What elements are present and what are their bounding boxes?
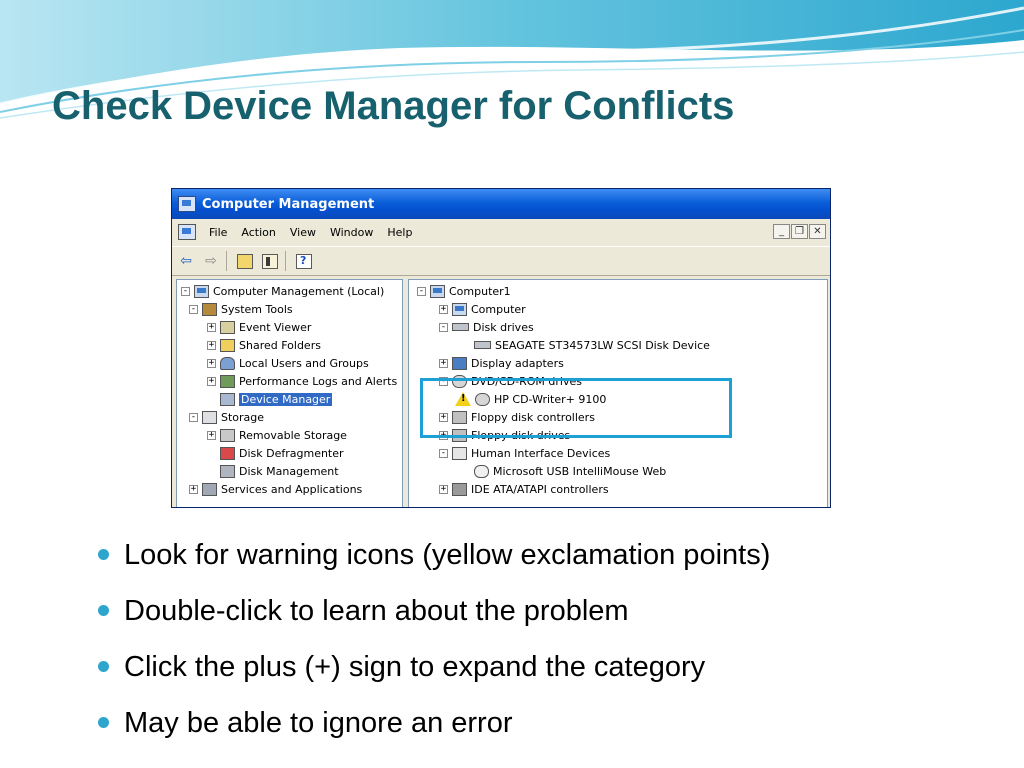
console-tree-pane [176, 279, 403, 508]
expand-icon[interactable]: + [190, 483, 197, 494]
users-icon [220, 357, 235, 370]
disk-drive-icon [452, 323, 469, 331]
disk-drive-icon [474, 341, 491, 349]
device-item-seagate-disk[interactable] [461, 337, 710, 353]
tree-item-system-tools[interactable] [189, 301, 293, 317]
child-window-controls [773, 224, 826, 239]
computer-icon [194, 285, 209, 298]
menu-help[interactable]: Help [387, 225, 413, 239]
device-manager-icon [220, 393, 235, 406]
restore-icon[interactable]: ❐ [791, 224, 808, 239]
tree-item-removable-storage[interactable] [207, 427, 347, 443]
tree-item-label: Computer Management (Local) [213, 284, 385, 298]
toolbar [172, 246, 830, 276]
tree-item-label: Performance Logs and Alerts [239, 374, 398, 388]
expand-icon[interactable]: + [208, 375, 215, 386]
menu-action[interactable]: Action [241, 225, 276, 239]
show-hide-tree-button[interactable] [259, 251, 281, 271]
device-item-label: Floppy disk controllers [471, 410, 595, 424]
device-item-label: Floppy disk drives [471, 428, 571, 442]
device-item-label: Microsoft USB IntelliMouse Web [493, 464, 667, 478]
system-menu-icon[interactable] [178, 224, 196, 240]
shared-folder-icon [220, 339, 235, 352]
menu-file[interactable]: File [209, 225, 228, 239]
device-item-usb-intellimouse[interactable] [461, 463, 666, 479]
expand-icon[interactable]: + [440, 357, 447, 368]
tree-item-label: Storage [221, 410, 265, 424]
tree-item-label: Disk Management [239, 464, 339, 478]
display-adapter-icon [452, 357, 467, 370]
expand-icon[interactable]: + [440, 411, 447, 422]
expand-icon[interactable]: + [208, 321, 215, 332]
device-item-human-interface[interactable] [439, 445, 610, 461]
device-item-computer1[interactable] [417, 283, 511, 299]
up-folder-button[interactable] [234, 251, 256, 271]
device-item-disk-drives[interactable] [439, 319, 534, 335]
device-item-label: HP CD-Writer+ 9100 [494, 392, 607, 406]
tree-item-local-users[interactable] [207, 355, 369, 371]
show-hide-tree-icon [262, 254, 278, 269]
tree-item-label: Event Viewer [239, 320, 312, 334]
mouse-icon [474, 465, 489, 478]
help-button[interactable] [293, 251, 315, 271]
device-item-label: Human Interface Devices [471, 446, 611, 460]
tree-item-label: Shared Folders [239, 338, 321, 352]
tree-item-label: Disk Defragmenter [239, 446, 344, 460]
device-item-display-adapters[interactable] [439, 355, 564, 371]
tree-item-disk-defragmenter[interactable] [207, 445, 344, 461]
back-arrow-icon[interactable]: ⇦ [180, 253, 192, 269]
expand-icon[interactable]: + [440, 303, 447, 314]
up-folder-icon [237, 254, 253, 269]
hid-icon [452, 447, 467, 460]
computer-icon [430, 285, 445, 298]
slide-title: Check Device Manager for Conflicts [52, 84, 735, 128]
warning-highlight-box [420, 375, 732, 438]
tree-item-storage[interactable] [189, 409, 264, 425]
tree-item-device-manager[interactable] [207, 391, 332, 407]
minimize-icon[interactable]: _ [773, 224, 790, 239]
collapse-icon[interactable]: - [190, 303, 197, 314]
tree-item-computer-management[interactable] [181, 283, 384, 299]
collapse-icon[interactable]: - [190, 411, 197, 422]
device-item-label: Display adapters [471, 356, 564, 370]
toolbar-separator [285, 251, 286, 271]
expand-icon[interactable]: + [208, 339, 215, 350]
expand-icon[interactable]: + [208, 357, 215, 368]
ide-controller-icon [452, 483, 467, 496]
window-titlebar[interactable] [172, 189, 830, 219]
collapse-icon[interactable]: - [440, 447, 447, 458]
window-title: Computer Management [202, 196, 375, 212]
tree-item-disk-management[interactable] [207, 463, 339, 479]
expand-icon[interactable]: + [440, 483, 447, 494]
computer-icon [452, 303, 467, 316]
computer-management-window [171, 188, 831, 508]
bullet-item: Click the plus (+) sign to expand the category [98, 646, 770, 702]
tree-item-shared-folders[interactable] [207, 337, 321, 353]
help-icon [296, 254, 312, 269]
removable-storage-icon [220, 429, 235, 442]
tools-icon [202, 303, 217, 316]
collapse-icon[interactable]: - [440, 375, 447, 386]
collapse-icon[interactable]: - [182, 285, 189, 296]
device-item-label: SEAGATE ST34573LW SCSI Disk Device [495, 338, 710, 352]
tree-item-performance-logs[interactable] [207, 373, 397, 389]
device-item-label: Computer1 [449, 284, 511, 298]
defragmenter-icon [220, 447, 235, 460]
tree-item-label: Removable Storage [239, 428, 347, 442]
tree-item-label-selected: Device Manager [241, 392, 331, 406]
close-icon[interactable]: ✕ [809, 224, 826, 239]
device-item-label: IDE ATA/ATAPI controllers [471, 482, 609, 496]
toolbar-separator [226, 251, 227, 271]
tree-item-label: Local Users and Groups [239, 356, 369, 370]
bullet-item: Look for warning icons (yellow exclamation points) [98, 534, 770, 590]
bullet-item: Double-click to learn about the problem [98, 590, 770, 646]
menu-bar [172, 221, 830, 243]
event-viewer-icon [220, 321, 235, 334]
forward-arrow-icon[interactable]: ⇨ [205, 253, 217, 269]
menu-view[interactable]: View [289, 225, 316, 239]
tree-item-label: Services and Applications [221, 482, 363, 496]
device-item-computer[interactable] [439, 301, 526, 317]
bullet-list [98, 534, 770, 758]
collapse-icon[interactable]: - [440, 321, 447, 332]
expand-icon[interactable]: + [440, 429, 447, 440]
device-item-label: Disk drives [473, 320, 534, 334]
bullet-item: May be able to ignore an error [98, 702, 770, 758]
performance-icon [220, 375, 235, 388]
device-item-ide-controllers[interactable] [439, 481, 609, 497]
collapse-icon[interactable]: - [418, 285, 425, 296]
tree-item-event-viewer[interactable] [207, 319, 311, 335]
menu-window[interactable]: Window [329, 225, 374, 239]
storage-icon [202, 411, 217, 424]
expand-icon[interactable]: + [208, 429, 215, 440]
device-item-label: DVD/CD-ROM drives [471, 374, 582, 388]
device-item-label: Computer [471, 302, 526, 316]
computer-management-app-icon [178, 196, 196, 212]
disk-management-icon [220, 465, 235, 478]
tree-item-services-applications[interactable] [189, 481, 362, 497]
services-icon [202, 483, 217, 496]
tree-item-label: System Tools [221, 302, 293, 316]
